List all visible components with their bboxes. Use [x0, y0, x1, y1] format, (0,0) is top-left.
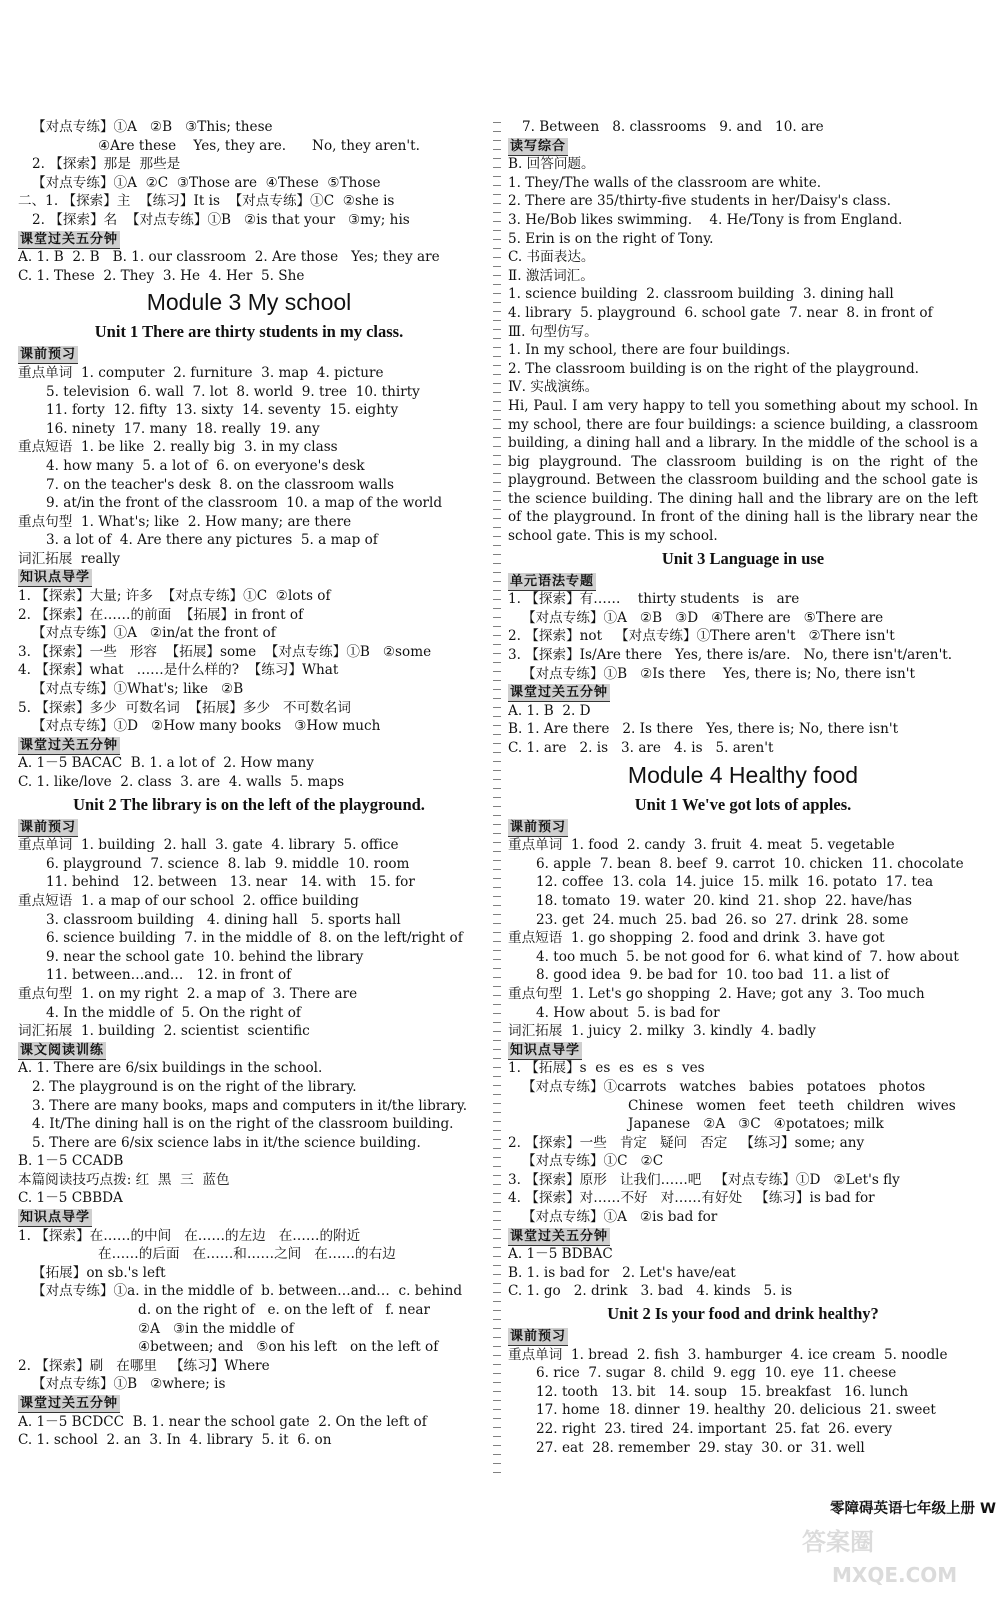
answer-line: Ⅳ. 实战演练。 — [508, 379, 599, 396]
watermark-logo — [772, 1520, 982, 1590]
answer-line: 17. home 18. dinner 19. healthy 20. delicious 21. sweet — [536, 1402, 936, 1419]
answer-line: A. 1－5 BDBAC — [508, 1246, 613, 1263]
answer-line: 【对点专练】①A ②C ③Those are ④These ⑤Those — [32, 174, 381, 191]
answer-line: 4. In the middle of 5. On the right of — [46, 1004, 301, 1021]
section-row — [508, 1327, 978, 1346]
answer-line: 2. 【探索】那是 那些是 — [32, 156, 181, 173]
answer-line: 2. 【探索】刷 在哪里 【练习】Where — [18, 1357, 270, 1374]
section-row — [508, 1041, 978, 1060]
answer-line: C. 1. These 2. They 3. He 4. Her 5. She — [18, 267, 305, 284]
section-heading: 课前预习 — [510, 819, 567, 835]
answer-line: B. 回答问题。 — [508, 156, 595, 173]
answer-line: 11. between…and… 12. in front of — [46, 967, 292, 984]
answer-line: 4. how many 5. a lot of 6. on everyone's desk — [46, 457, 365, 474]
answer-line: ②A ③in the middle of — [138, 1320, 294, 1337]
answer-line: 【拓展】on sb.'s left — [32, 1264, 166, 1281]
section-heading: 课前预习 — [20, 347, 77, 363]
answer-line: Ⅲ. 句型仿写。 — [508, 323, 598, 340]
answer-line: 5. television 6. wall 7. lot 8. world 9. tree 10. thirty — [46, 383, 420, 400]
answer-line: 重点句型 1. What's; like 2. How many; are there — [18, 513, 352, 530]
answer-line: 重点句型 1. Let's go shopping 2. Have; got any 3. Too much — [508, 985, 925, 1002]
section-row — [18, 568, 480, 587]
section-heading: 课堂过关五分钟 — [510, 685, 609, 701]
section-heading: 单元语法专题 — [510, 573, 595, 589]
section-heading: 知识点导学 — [20, 570, 91, 586]
section-heading: 读写综合 — [510, 138, 567, 154]
answer-line: 在……的后面 在……和……之间 在……的右边 — [98, 1246, 396, 1263]
section-heading: 课堂过关五分钟 — [510, 1228, 609, 1244]
answer-line: 【对点专练】①B ②where; is — [32, 1376, 226, 1393]
answer-line: 【对点专练】①C ②C — [522, 1153, 664, 1170]
answer-line: 7. on the teacher's desk 8. on the classroom walls — [46, 476, 394, 493]
answer-line: 重点短语 1. a map of our school 2. office building — [18, 892, 359, 909]
section-heading: 知识点导学 — [20, 1210, 91, 1226]
section-heading: 课堂过关五分钟 — [20, 1396, 119, 1411]
answer-line: A. 1－5 BCDCC B. 1. near the school gate 2. On the left of — [18, 1413, 427, 1430]
answer-line: Chinese women feet teeth children wives — [628, 1097, 956, 1114]
answer-line: 2. The classroom building is on the right of the playground. — [508, 360, 919, 377]
answer-line: C. 1. like/love 2. class 3. are 4. walls 5. maps — [18, 774, 345, 790]
answer-line: 【对点专练】①What's; like ②B — [32, 681, 244, 698]
answer-line: C. 1. go 2. drink 3. bad 4. kinds 5. is — [508, 1283, 793, 1300]
answer-line: 4. library 5. playground 6. school gate 7. near 8. in front of — [508, 304, 933, 321]
answer-line: 27. eat 28. remember 29. stay 30. or 31. well — [536, 1439, 865, 1456]
section-heading: 课堂过关五分钟 — [20, 737, 119, 753]
section-heading: 课前预习 — [20, 819, 77, 835]
answer-line: C. 1. are 2. is 3. are 4. is 5. aren't — [508, 740, 774, 756]
module-title: Module 3 My school — [146, 289, 352, 316]
answer-line: A. 1. B 2. B B. 1. our classroom 2. Are those Yes; they are — [18, 249, 440, 266]
answer-line: 【对点专练】①A ②is bad for — [522, 1209, 718, 1226]
section-row — [18, 345, 480, 364]
unit-title: Unit 2 Is your food and drink healthy? — [607, 1304, 879, 1324]
answer-line: 18. tomato 19. water 20. kind 21. shop 22. have/has — [536, 892, 912, 909]
essay-paragraph: Hi, Paul. I am very happy to tell you something about my school. In my school, there are four buildings: a science building, a classroom building, a dining hall and a library. In the middle of the school is a big playground. The classroom building is on the right of the playground. Between the classroom building and the school gate is the science building. The dining hall and the library are on the left of the playground. In front of the dining hall is the library near the school gate. This is my school. — [508, 397, 978, 545]
answer-line: 1. 【探索】在……的中间 在……的左边 在……的附近 — [18, 1227, 361, 1244]
answer-line: 3. There are many books, maps and computers in it/the library. — [32, 1097, 468, 1114]
answer-line: 2. 【探索】名 【对点专练】①B ②is that your ③my; his — [32, 211, 410, 228]
answer-line: 4. How about 5. is bad for — [536, 1004, 720, 1021]
answer-line: C. 1－5 CBBDA — [18, 1190, 123, 1207]
answer-line: 1. 【探索】大量; 许多 【对点专练】①C ②lots of — [18, 588, 331, 605]
answer-line: 1. 【拓展】s es es es s ves — [508, 1060, 705, 1077]
answer-line: ④between; and ⑤on his left on the left of — [138, 1339, 439, 1356]
answer-line: 8. good idea 9. be bad for 10. too bad 11. a list of — [536, 967, 890, 984]
answer-line: C. 1. school 2. an 3. In 4. library 5. it 6. on — [18, 1432, 332, 1449]
answer-line: 22. right 23. tired 24. important 25. fat 26. every — [536, 1421, 893, 1437]
answer-line: 3. 【探索】原形 让我们……吧 【对点专练】①D ②Let's fly — [508, 1171, 900, 1188]
answer-line: Ⅱ. 激活词汇。 — [508, 267, 594, 284]
answer-line: 【对点专练】①A ②B ③This; these — [32, 119, 273, 135]
section-row — [508, 683, 978, 702]
unit-title: Unit 3 Language in use — [661, 548, 825, 568]
answer-line: 重点单词 1. food 2. candy 3. fruit 4. meat 5. vegetable — [508, 837, 895, 854]
section-row — [508, 137, 978, 156]
answer-line: 词汇拓展 really — [18, 550, 121, 567]
answer-line: 9. at/in the front of the classroom 10. a map of the world — [46, 495, 443, 512]
section-row — [18, 1041, 480, 1060]
answer-line: B. 1. Are there 2. Is there Yes, there is; No, there isn't — [508, 721, 899, 738]
answer-line: 词汇拓展 1. building 2. scientist scientific — [18, 1023, 310, 1040]
section-row — [508, 1227, 978, 1246]
answer-line: 12. tooth 13. bit 14. soup 15. breakfast 16. lunch — [536, 1383, 909, 1400]
unit-title: Unit 1 There are thirty students in my class. — [94, 322, 404, 342]
answer-line: 重点短语 1. be like 2. really big 3. in my class — [18, 439, 338, 456]
answer-line: 【对点专练】①carrots watches babies potatoes photos — [522, 1078, 926, 1095]
left-column — [18, 118, 480, 1450]
answer-line: 23. get 24. much 25. bad 26. so 27. drink 28. some — [536, 911, 909, 928]
section-row — [18, 1394, 480, 1413]
answer-line: 2. 【探索】not 【对点专练】①There aren't ②There isn't — [508, 628, 895, 645]
answer-line: 【对点专练】①A ②in/at the front of — [32, 625, 276, 642]
unit-title: Unit 1 We've got lots of apples. — [634, 794, 852, 814]
answer-line: 1. 【探索】有…… thirty students is are — [508, 591, 800, 608]
answer-line: 4. too much 5. be not good for 6. what kind of 7. how about — [536, 948, 959, 965]
answer-line: 5. There are 6/six science labs in it/the science building. — [32, 1134, 421, 1151]
answer-line: C. 书面表达。 — [508, 249, 595, 266]
answer-line: 重点短语 1. go shopping 2. food and drink 3. have got — [508, 930, 885, 947]
page-footer: 零障碍英语七年级上册 W — [829, 1501, 996, 1517]
answer-line: 2. 【探索】在……的前面 【拓展】in front of — [18, 606, 304, 623]
section-row — [18, 230, 480, 249]
answer-line: 【对点专练】①D ②How many books ③How much — [32, 718, 381, 735]
answer-line: 5. 【探索】多少 可数名词 【拓展】多少 不可数名词 — [18, 699, 352, 716]
answer-line: 重点单词 1. bread 2. fish 3. hamburger 4. ice cream 5. noodle — [508, 1346, 948, 1363]
answer-line: 9. near the school gate 10. behind the library — [46, 948, 364, 965]
answer-line: 11. behind 12. between 13. near 14. with 15. for — [46, 874, 415, 891]
answer-line: 4. 【探索】对……不好 对……有好处 【练习】is bad for — [508, 1190, 875, 1207]
answer-line: 1. In my school, there are four buildings. — [508, 342, 791, 359]
answer-line: 【对点专练】①B ②Is there Yes, there is; No, there isn't — [522, 665, 915, 682]
answer-line: 二、1. 【探索】主 【练习】It is 【对点专练】①C ②she is — [18, 193, 395, 210]
section-heading: 课文阅读训练 — [20, 1042, 105, 1058]
section-heading: 知识点导学 — [510, 1042, 581, 1058]
answer-line: 3. 【探索】一些 形容 【拓展】some 【对点专练】①B ②some — [18, 643, 432, 660]
answer-line: 重点句型 1. on my right 2. a map of 3. There are — [18, 985, 358, 1002]
unit-title: Unit 2 The library is on the left of the playground. — [73, 794, 425, 814]
section-row — [18, 1208, 480, 1227]
answer-line: 6. apple 7. bean 8. beef 9. carrot 10. chicken 11. chocolate — [536, 855, 964, 872]
answer-line: 1. science building 2. classroom building 3. dining hall — [508, 286, 894, 303]
answer-line: 3. a lot of 4. Are there any pictures 5. a map of — [46, 532, 378, 549]
answer-line: 本篇阅读技巧点拨: 红 黑 三 蓝色 — [18, 1171, 230, 1188]
section-row — [508, 572, 978, 591]
answer-line: 4. 【探索】what ……是什么样的? 【练习】What — [18, 662, 339, 679]
section-heading: 课堂过关五分钟 — [20, 231, 119, 247]
answer-line: 16. ninety 17. many 18. really 19. any — [46, 420, 320, 437]
answer-line: 重点单词 1. computer 2. furniture 3. map 4. picture — [18, 364, 384, 381]
answer-line: A. 1－5 BACAC B. 1. a lot of 2. How many — [18, 755, 314, 772]
answer-line: 2. The playground is on the right of the library. — [32, 1078, 357, 1095]
answer-line: 3. 【探索】Is/Are there Yes, there is/are. No, there isn't/aren't. — [508, 647, 953, 664]
section-row — [508, 818, 978, 837]
column-divider — [493, 118, 501, 1473]
answer-line: A. 1. There are 6/six buildings in the school. — [18, 1060, 323, 1077]
module-title: Module 4 Healthy food — [627, 761, 859, 788]
svg-text:MXQE.COM: MXQE.COM — [832, 1563, 958, 1587]
right-column — [508, 118, 978, 1457]
answer-line: B. 1. is bad for 2. Let's have/eat — [508, 1264, 736, 1281]
answer-line: 2. 【探索】一些 肯定 疑问 否定 【练习】some; any — [508, 1134, 865, 1151]
answer-line: 词汇拓展 1. juicy 2. milky 3. kindly 4. badly — [508, 1023, 816, 1040]
answer-line: 【对点专练】①a. in the middle of b. between…and… c. behind — [32, 1283, 463, 1300]
answer-line: 5. Erin is on the right of Tony. — [508, 230, 714, 247]
answer-line: 11. forty 12. fifty 13. sixty 14. seventy 15. eighty — [46, 402, 399, 419]
svg-text:答案圈: 答案圈 — [802, 1528, 874, 1556]
answer-line: 4. It/The dining hall is on the right of the classroom building. — [32, 1116, 454, 1133]
answer-line: d. on the right of e. on the left of f. near — [138, 1302, 430, 1319]
answer-line: 重点单词 1. building 2. hall 3. gate 4. library 5. office — [18, 837, 399, 854]
answer-line: Japanese ②A ③C ④potatoes; milk — [628, 1116, 884, 1133]
answer-line: 6. playground 7. science 8. lab 9. middle 10. room — [46, 855, 410, 872]
answer-line: 6. rice 7. sugar 8. child 9. egg 10. eye 11. cheese — [536, 1365, 897, 1382]
section-row — [18, 736, 480, 755]
answer-line: ④Are these Yes, they are. No, they aren't. — [98, 137, 420, 154]
answer-line: 12. coffee 13. cola 14. juice 15. milk 16. potato 17. tea — [536, 874, 934, 891]
answer-line: 7. Between 8. classrooms 9. and 10. are — [522, 119, 824, 135]
answer-line: 3. He/Bob likes swimming. 4. He/Tony is from England. — [508, 211, 903, 228]
answer-line: A. 1. B 2. D — [508, 702, 591, 719]
answer-line: 3. classroom building 4. dining hall 5. sports hall — [46, 911, 401, 928]
section-row — [18, 818, 480, 837]
answer-line: B. 1－5 CCADB — [18, 1153, 124, 1170]
answer-line: 6. science building 7. in the middle of 8. on the left/right of — [46, 930, 463, 947]
answer-line: 2. There are 35/thirty-five students in her/Daisy's class. — [508, 193, 891, 210]
answer-line: 1. They/The walls of the classroom are white. — [508, 174, 822, 191]
section-heading: 课前预习 — [510, 1329, 567, 1345]
answer-line: 【对点专练】①A ②B ③D ④There are ⑤There are — [522, 609, 884, 626]
